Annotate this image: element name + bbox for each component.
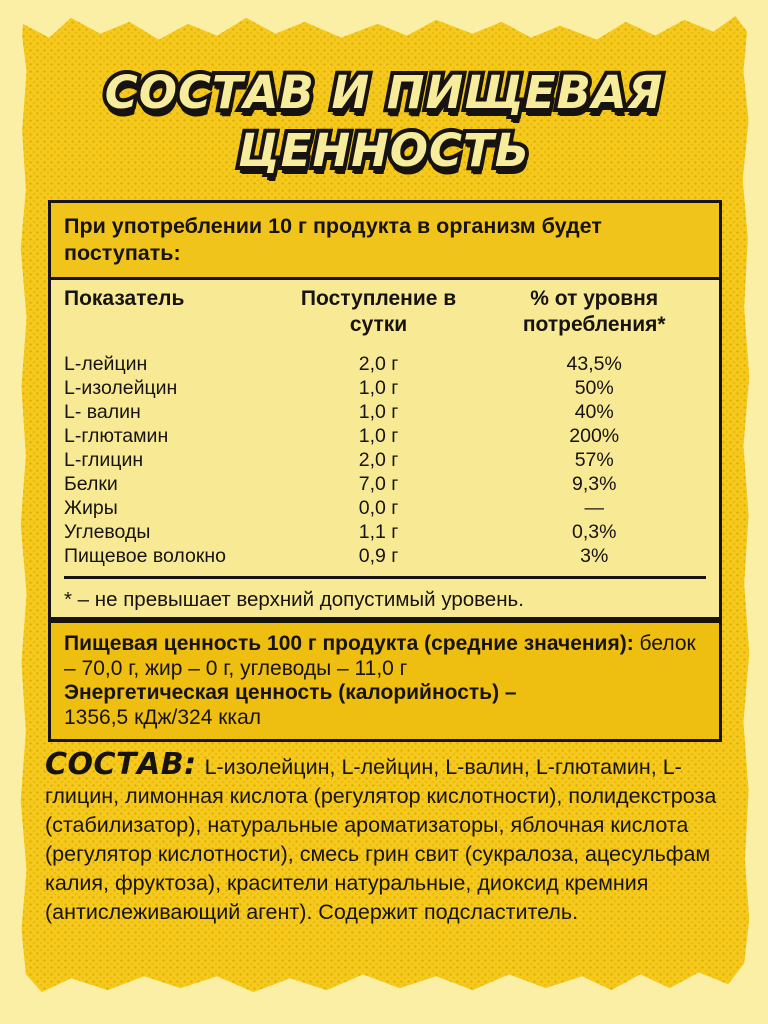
row-name: Белки [64, 473, 118, 495]
energy-value-label: Энергетическая ценность (калорийность) – [64, 681, 517, 704]
row-percent: 43,5% [566, 353, 622, 375]
table-footnote: * – не превышает верхний допустимый уровень. [64, 588, 524, 611]
page-title-line2: ЦЕННОСТЬ [237, 124, 531, 177]
row-amount: 1,0 г [358, 401, 399, 423]
intake-panel-header-text: При употреблении 10 г продукта в организм будет поступать: [64, 214, 602, 265]
table-row [64, 520, 706, 544]
row-amount: 1,1 г [358, 521, 399, 543]
column-header-percent-level: % от уровня потребления* [522, 287, 666, 336]
column-header-indicator: Показатель [64, 287, 185, 310]
composition-label: СОСТАВ: [45, 747, 197, 782]
row-name: Пищевое волокно [64, 545, 226, 567]
page-title [0, 64, 768, 180]
row-amount: 1,0 г [358, 377, 399, 399]
row-percent: 3% [580, 545, 609, 567]
nutrition-values-line [64, 632, 706, 681]
row-name: L- валин [64, 401, 141, 423]
row-amount: 2,0 г [358, 353, 399, 375]
row-percent: 40% [574, 401, 614, 423]
row-percent: — [584, 497, 604, 519]
nutrition-values-label: Пищевая ценность 100 г продукта (средние значения): [64, 632, 634, 655]
row-amount: 2,0 г [358, 449, 399, 471]
composition-text: L-изолейцин, L-лейцин, L-валин, L-глютамин, L-глицин, лимонная кислота (регулятор кислотности), полидекстроза (стабилизатор), натуральные ароматизаторы, яблочная кислота (регулятор кислотности), смесь грин свит (сукралоза, ацесульфам калия, фруктоза), красители натуральные, диоксид кремния (антислеживающий агент). Содержит подсластитель. [45, 755, 717, 924]
table-row [64, 448, 706, 472]
table-footnote-divider [64, 576, 706, 579]
row-name: L-глютамин [64, 425, 169, 447]
table-row [64, 352, 706, 376]
row-percent: 50% [574, 377, 614, 399]
table-row [64, 424, 706, 448]
table-row [64, 376, 706, 400]
row-amount: 1,0 г [358, 425, 399, 447]
table-row [64, 496, 706, 520]
intake-panel [48, 200, 722, 620]
row-percent: 57% [574, 449, 614, 471]
row-name: Жиры [64, 497, 118, 519]
row-name: Углеводы [64, 521, 151, 543]
column-header-daily-intake: Поступление в сутки [300, 287, 457, 336]
table-row [64, 400, 706, 424]
composition-paragraph [45, 747, 735, 927]
intake-table [51, 280, 719, 613]
nutrition-summary-panel [48, 620, 722, 742]
row-amount: 0,0 г [358, 497, 399, 519]
energy-value-text: 1356,5 кДж/324 ккал [64, 705, 261, 729]
nutrition-values-text: белок – 70,0 г, жир – 0 г, углеводы – 11,0 г [64, 632, 696, 680]
row-percent: 0,3% [571, 521, 617, 543]
row-amount: 0,9 г [358, 545, 399, 567]
row-percent: 9,3% [571, 473, 617, 495]
page-title-line1: СОСТАВ И ПИЩЕВАЯ [104, 66, 664, 119]
row-name: L-глицин [64, 449, 144, 471]
table-row [64, 544, 706, 568]
table-row [64, 472, 706, 496]
row-amount: 7,0 г [358, 473, 399, 495]
intake-panel-header [51, 203, 719, 280]
table-header-row [64, 286, 706, 338]
row-name: L-изолейцин [64, 377, 178, 399]
row-percent: 200% [569, 425, 620, 447]
row-name: L-лейцин [64, 353, 148, 375]
